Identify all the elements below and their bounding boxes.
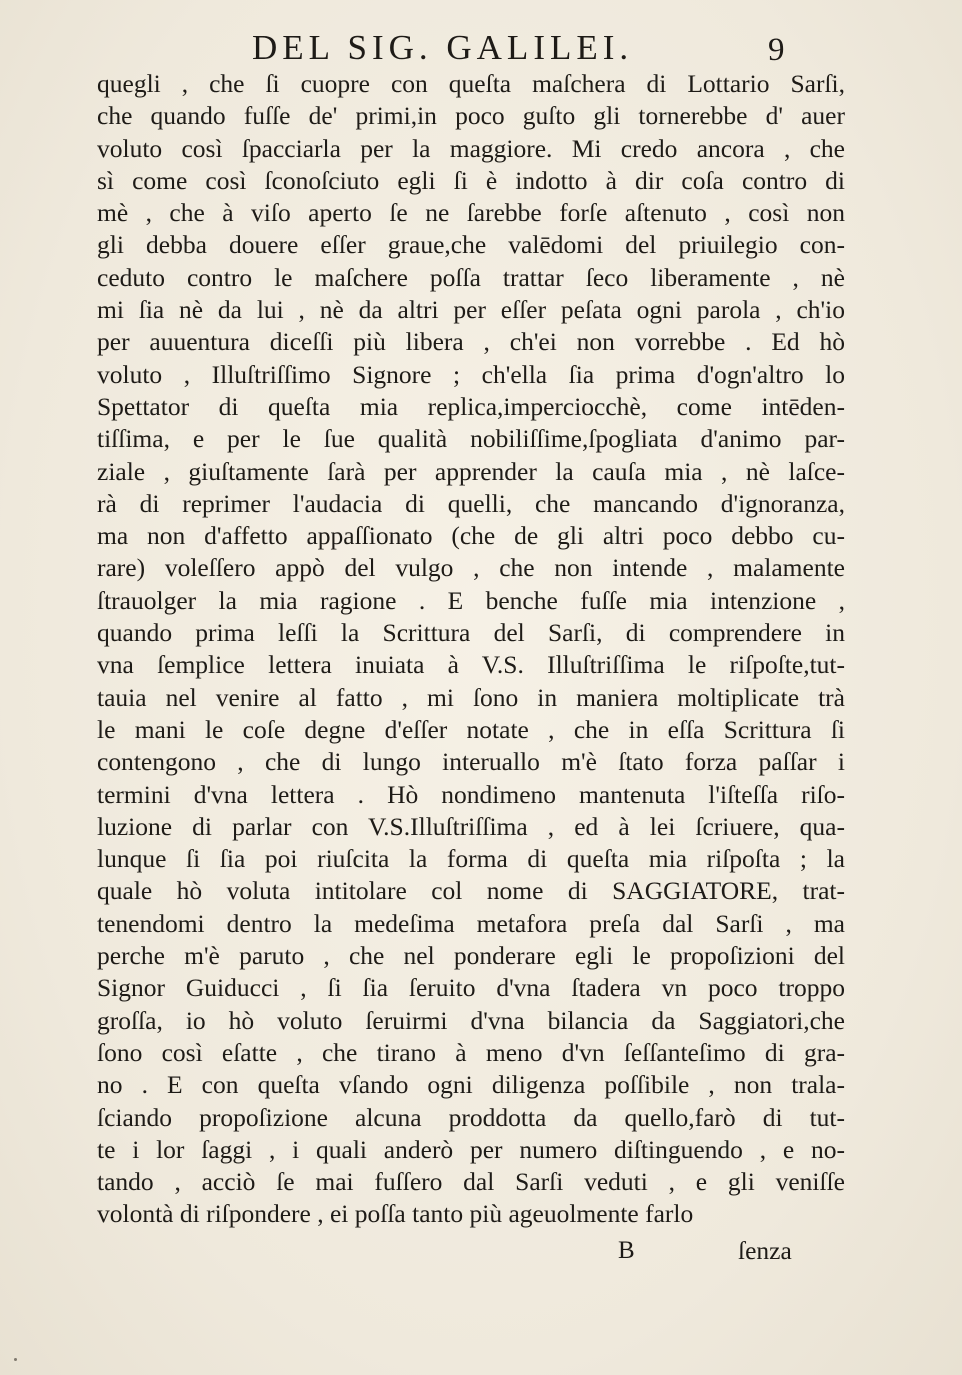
catchword: ſenza — [738, 1236, 792, 1265]
text-line: perche m'è paruto , che nel ponderare egli le propoſizioni del — [97, 941, 845, 971]
text-line: mè , che à viſo aperto ſe ne ſarebbe forſe aſtenuto , così non — [97, 198, 845, 228]
text-line: che quando fuſſe de' primi,in poco guſto gli tornerebbe d' auer — [97, 101, 845, 131]
text-line: tauia nel venire al fatto , mi ſono in maniera moltiplicate trà — [97, 682, 845, 712]
text-line: Signor Guiducci , ſi ſia ſeruito d'vna ſtadera vn poco troppo — [97, 973, 845, 1003]
text-line: per auuentura diceſſi più libera , ch'ei non vorrebbe . Ed hò — [97, 327, 845, 357]
text-line: quegli , che ſi cuopre con queſta maſchera di Lottario Sarſi, — [97, 69, 845, 98]
text-line: quale hò voluta intitolare col nome di SAGGIATORE, trat- — [97, 876, 845, 906]
text-line: te i lor ſaggi , i quali anderò per numero diſtinguendo , e no- — [97, 1134, 845, 1164]
text-line: luzione di parlar con V.S.Illuſtriſſima , ed à lei ſcriuere, qua- — [97, 811, 845, 841]
text-line: Spettator di queſta mia replica,imperciocchè, come intēden- — [97, 391, 845, 421]
text-line: tando , acciò ſe mai fuſſero dal Sarſi veduti , e gli veniſſe — [97, 1167, 845, 1197]
signature-mark: B — [618, 1237, 635, 1264]
text-line: ma non d'affetto appaſſionato (che de gli altri poco debbo cu- — [97, 521, 845, 551]
text-line: rà di reprimer l'audacia di quelli, che mancando d'ignoranza, — [97, 488, 845, 518]
text-line: volontà di riſpondere , ei poſſa tanto più ageuolmente farlo — [97, 1199, 694, 1229]
text-line: groſſa, io hò voluto ſeruirmi d'vna bilancia da Saggiatori,che — [97, 1005, 845, 1035]
text-line: vna ſemplice lettera inuiata à V.S. Illuſtriſſima le riſpoſte,tut- — [97, 650, 845, 680]
text-line: tenendomi dentro la medeſima metafora preſa dal Sarſi , ma — [97, 908, 845, 938]
text-line: voluto così ſpacciarla per la maggiore. Mi credo ancora , che — [97, 133, 845, 163]
text-line: ziale , giuſtamente ſarà per apprender la cauſa mia , nè laſce- — [97, 456, 845, 486]
text-line: ſciando propoſizione alcuna proddotta da quello,farò di tut- — [97, 1102, 845, 1132]
ink-speck — [14, 1358, 17, 1361]
text-line: gli debba douere eſſer graue,che valēdomi del priuilegio con- — [97, 230, 845, 260]
page-header — [0, 26, 962, 70]
text-line: no . E con queſta vſando ogni diligenza poſſibile , non trala- — [97, 1070, 845, 1100]
text-line: tiſſima, e per le ſue qualità nobiliſſime,ſpogliata d'animo par- — [97, 424, 845, 454]
page-footer — [0, 1233, 962, 1269]
text-line: mi ſia nè da lui , nè da altri per eſſer peſata ogni parola , ch'io — [97, 295, 845, 325]
text-line: ſtrauolger la mia ragione . E benche fuſſe mia intenzione , — [97, 585, 845, 615]
text-line: rare) voleſſero appò del vulgo , che non intende , malamente — [97, 553, 845, 583]
page-number: 9 — [768, 32, 785, 68]
text-line: contengono , che di lungo interuallo m'è ſtato forza paſſar i — [97, 747, 845, 777]
text-line: lunque ſi ſia poi riuſcita la forma di queſta mia riſpoſta ; la — [97, 844, 845, 874]
text-line: quando prima leſſi la Scrittura del Sarſi, di comprendere in — [97, 618, 845, 648]
text-line: termini d'vna lettera . Hò nondimeno mantenuta l'iſteſſa riſo- — [97, 779, 845, 809]
body-text — [97, 68, 845, 1231]
text-line: ſono così eſatte , che tirano à meno d'vn ſeſſanteſimo di gra- — [97, 1037, 845, 1067]
running-title: DEL SIG. GALILEI. — [252, 28, 634, 67]
text-line: ceduto contro le maſchere poſſa trattar ſeco liberamente , nè — [97, 262, 845, 292]
text-line: sì come così ſconoſciuto egli ſi è indotto à dir coſa contro di — [97, 165, 845, 195]
text-line: voluto , Illuſtriſſimo Signore ; ch'ella ſia prima d'ogn'altro lo — [97, 359, 845, 389]
text-line: le mani le coſe degne d'eſſer notate , che in eſſa Scrittura ſi — [97, 714, 845, 744]
